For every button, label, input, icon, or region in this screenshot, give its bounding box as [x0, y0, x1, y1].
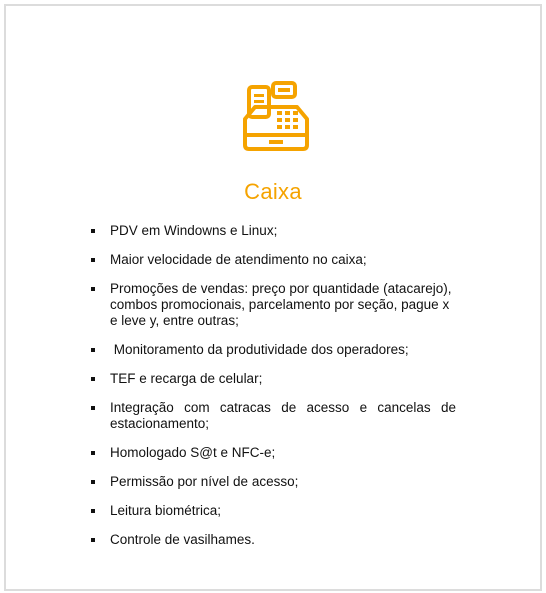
feature-card: [4, 4, 542, 591]
bullet-icon: [91, 480, 95, 484]
list-item: Controle de vasilhames.: [91, 532, 456, 548]
feature-list: [91, 223, 456, 561]
list-item: Integração com catracas de acesso e cancelas de estacionamento;: [91, 400, 456, 432]
bullet-icon: [91, 538, 95, 542]
list-item: PDV em Windowns e Linux;: [91, 223, 456, 239]
list-item: Monitoramento da produtividade dos operadores;: [91, 342, 456, 358]
list-item: Maior velocidade de atendimento no caixa;: [91, 252, 456, 268]
bullet-icon: [91, 451, 95, 455]
bullet-icon: [91, 509, 95, 513]
bullet-icon: [91, 377, 95, 381]
cash-register-icon: [235, 79, 315, 159]
list-item: Leitura biométrica;: [91, 503, 456, 519]
card-title: Caixa: [244, 179, 302, 204]
bullet-icon: [91, 287, 95, 291]
list-item: Homologado S@t e NFC-e;: [91, 445, 456, 461]
bullet-icon: [91, 348, 95, 352]
bullet-icon: [91, 258, 95, 262]
list-item: Promoções de vendas: preço por quantidade (atacarejo), combos promocionais, parcelamento por seção, pague x e leve y, entre outras;: [91, 281, 456, 329]
bullet-icon: [91, 229, 95, 233]
list-item: TEF e recarga de celular;: [91, 371, 456, 387]
bullet-icon: [91, 406, 95, 410]
list-item: Permissão por nível de acesso;: [91, 474, 456, 490]
